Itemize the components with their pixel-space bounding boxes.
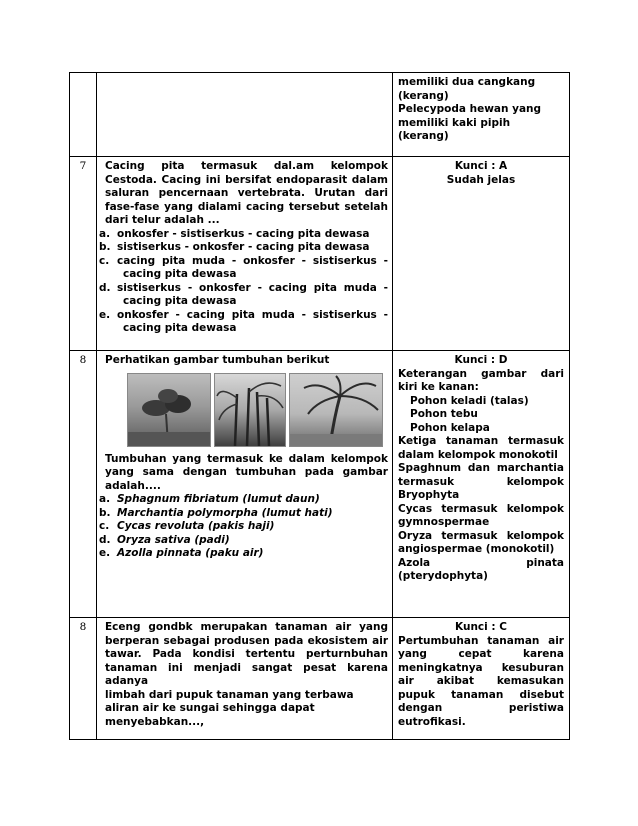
question-table: [69, 72, 570, 740]
option-letter: b.: [99, 506, 111, 519]
answer-cell: [393, 618, 570, 740]
option-e: [99, 547, 388, 561]
question-cell: [97, 351, 393, 618]
taro-plant-image: [127, 373, 211, 447]
option-text: Azolla pinnata (paku air): [117, 547, 264, 559]
question-stem-end: menyebabkan...,: [105, 715, 205, 728]
coconut-plant-image: [289, 373, 383, 447]
answer-text: memiliki kaki pipih: [398, 116, 511, 129]
answer-text: Ketiga tanaman termasuk dalam kelompok monokotil: [398, 435, 564, 461]
table-row: [70, 73, 570, 157]
answer-explanation: Pertumbuhan tanaman air yang cepat karena meningkatnya kesuburan air akibat kemasukan pupuk tanaman disebut dengan peristiwa eutrofikasi.: [398, 634, 564, 728]
option-c: [99, 520, 388, 534]
question-stem: Eceng gondbk merupakan tanaman air yang berperan sebagai produsen pada ekosistem air tawar. Pada kondisi tertentu perturnbuhan tanaman ini menjadi sangat pesat karena adanya: [105, 621, 388, 687]
option-b: [99, 506, 388, 521]
option-letter: b.: [99, 241, 111, 253]
answer-cell: [393, 351, 570, 618]
option-letter: a.: [99, 227, 111, 240]
option-a: [99, 493, 388, 507]
question-intro: Perhatikan gambar tumbuhan berikut: [105, 354, 330, 366]
option-c: [99, 254, 388, 282]
question-cell: [97, 618, 393, 740]
answer-cell: [393, 73, 570, 157]
answer-explanation: Sudah jelas: [446, 173, 516, 186]
answer-text: Oryza termasuk kelompok angiospermae (monokotil): [398, 529, 564, 555]
answer-list-item: Pohon tebu: [410, 408, 478, 420]
answer-key: Kunci : C: [455, 621, 507, 633]
answer-intro: Keterangan gambar dari kiri ke kanan:: [398, 367, 564, 393]
answer-text: Spaghnum dan marchantia termasuk kelompok Bryophyta: [398, 462, 564, 501]
answer-text: (kerang): [398, 89, 449, 102]
answer-line: [398, 76, 564, 90]
option-text: Cycas revoluta (pakis haji): [117, 520, 275, 532]
answer-cell: [393, 157, 570, 351]
option-b: [99, 241, 388, 255]
answer-text: Azola pinata (pterydophyta): [398, 556, 564, 582]
option-letter: a.: [99, 493, 111, 505]
answer-key: Kunci : D: [454, 354, 508, 366]
option-letter: c.: [99, 520, 110, 532]
option-text: Oryza sativa (padi): [117, 533, 230, 546]
row-number: 8: [70, 351, 97, 618]
question-cell: [97, 157, 393, 351]
question-stem: Tumbuhan yang termasuk ke dalam kelompok yang sama dengan tumbuhan pada gambar adalah....: [105, 452, 388, 492]
option-text: sistiserkus - onkosfer - cacing pita dewasa: [117, 241, 370, 253]
option-text: sistiserkus - onkosfer - cacing pita muda - cacing pita dewasa: [117, 281, 388, 307]
option-letter: c.: [99, 254, 110, 267]
option-text: cacing pita muda - onkosfer - sistiserkus - cacing pita dewasa: [117, 254, 388, 280]
option-text: Marchantia polymorpha (lumut hati): [117, 506, 333, 519]
sugarcane-plant-image: [214, 373, 286, 447]
plant-images: [127, 373, 388, 447]
question-stem-cont: limbah dari pupuk tanaman yang terbawa aliran air ke sungai sehingga dapat: [105, 688, 354, 714]
option-e: [99, 308, 388, 336]
option-text: Sphagnum fibriatum (lumut daun): [117, 493, 320, 505]
question-stem: Cacing pita termasuk dal.am kelompok Cestoda. Cacing ini bersifat endoparasit dalam saluran pencernaan vertebrata. Urutan dari fase-fase yang dialami cacing tersebut setelah dari telur adalah ...: [105, 160, 388, 226]
answer-text: (kerang): [398, 130, 449, 142]
question-cell: [97, 73, 393, 157]
answer-list-item: Pohon kelapa: [410, 421, 490, 434]
option-d: [99, 533, 388, 548]
option-text: onkosfer - sistiserkus - cacing pita dewasa: [117, 227, 370, 240]
option-text: onkosfer - cacing pita muda - sistiserkus - cacing pita dewasa: [117, 308, 388, 334]
row-number: [70, 73, 97, 157]
table-row: [70, 157, 570, 351]
row-number: 8: [70, 618, 97, 740]
table-row: [70, 618, 570, 740]
option-letter: e.: [99, 547, 111, 559]
answer-text: Pelecypoda hewan yang: [398, 103, 542, 115]
option-letter: d.: [99, 533, 111, 546]
option-letter: e.: [99, 308, 111, 321]
option-a: [99, 227, 388, 242]
answer-text: memiliki dua cangkang: [398, 76, 536, 88]
answer-text: Cycas termasuk kelompok gymnospermae: [398, 502, 564, 528]
answer-key: Kunci : A: [454, 160, 508, 172]
option-letter: d.: [99, 281, 111, 294]
option-d: [99, 281, 388, 309]
table-row: [70, 351, 570, 618]
answer-list-item: Pohon keladi (talas): [410, 394, 529, 407]
row-number: 7: [70, 157, 97, 351]
